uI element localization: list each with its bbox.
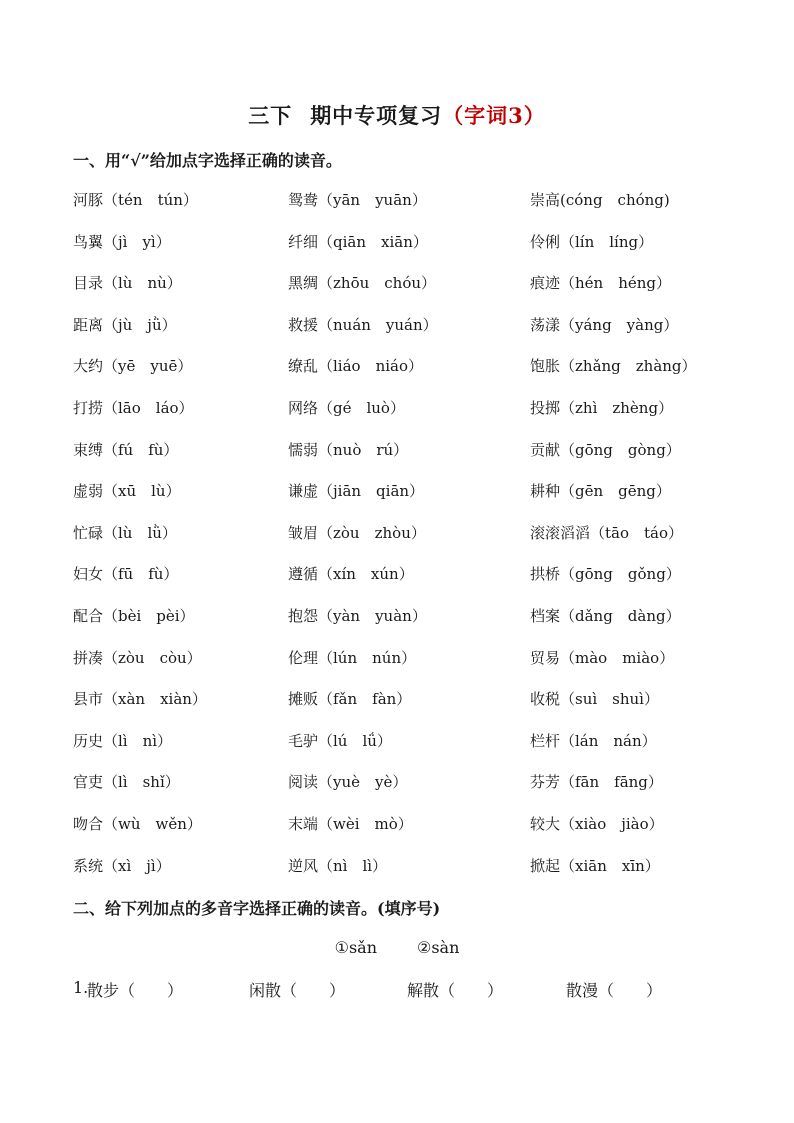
pinyin-item[interactable]: 配合（bèi pèi） (73, 606, 195, 625)
pinyin-item[interactable]: 鸳鸯（yān yuān） (288, 191, 427, 209)
pinyin-item[interactable]: 痕迹（hén héng） (530, 274, 671, 293)
title-sub: （字词3） (442, 103, 546, 128)
pinyin-item[interactable]: 束缚（fú fù） (73, 440, 179, 459)
pinyin-item[interactable]: 末端（wèi mò） (288, 814, 413, 833)
blank-item[interactable]: 散漫（ ） (566, 981, 663, 1000)
pinyin-item[interactable]: 官吏（lì shǐ） (73, 773, 180, 792)
question-number: 1. (73, 978, 89, 997)
pinyin-item[interactable]: 妇女（fū fù） (73, 565, 179, 584)
pinyin-row (73, 812, 733, 854)
pinyin-item[interactable]: 遵循（xín xún） (288, 565, 414, 584)
pinyin-row (73, 729, 733, 771)
pinyin-item[interactable]: 纤细（qiān xiān） (288, 232, 428, 251)
pinyin-row (73, 230, 733, 272)
pinyin-item[interactable]: 河豚（tén tún） (73, 191, 198, 209)
pinyin-row (73, 313, 733, 355)
pinyin-item[interactable]: 县市（xàn xiàn） (73, 690, 207, 709)
page-title (0, 100, 794, 130)
pinyin-row (73, 354, 733, 396)
pinyin-item[interactable]: 耕种（gēn gēng） (530, 482, 671, 501)
pinyin-item[interactable]: 收税（suì shuì） (530, 690, 659, 709)
pinyin-item[interactable]: 荡漾（yáng yàng） (530, 315, 679, 334)
pinyin-row (73, 479, 733, 521)
pinyin-choice-grid (73, 188, 733, 895)
pinyin-row (73, 854, 733, 896)
pinyin-item[interactable]: 系统（xì jì） (73, 856, 171, 875)
pinyin-item[interactable]: 阅读（yuè yè） (288, 773, 408, 792)
blank-item[interactable]: 闲散（ ） (249, 981, 346, 1000)
title-main: 三下 (248, 103, 293, 128)
section1-heading: 一、用“√”给加点字选择正确的读音。 (73, 151, 342, 170)
pinyin-row (73, 271, 733, 313)
pinyin-item[interactable]: 网络（gé luò） (288, 398, 405, 417)
pinyin-item[interactable]: 救援（nuán yuán） (288, 315, 438, 334)
pinyin-item[interactable]: 皱眉（zòu zhòu） (288, 523, 426, 542)
pinyin-item[interactable]: 黑绸（zhōu chóu） (288, 274, 437, 293)
section2-heading: 二、给下列加点的多音字选择正确的读音。(填序号) (73, 899, 441, 918)
pinyin-item[interactable]: 芬芳（fān fāng） (530, 773, 663, 792)
pinyin-item[interactable]: 毛驴（lú lǘ） (288, 731, 392, 750)
pinyin-row (73, 188, 733, 230)
pinyin-row (73, 646, 733, 688)
pinyin-item[interactable]: 鸟翼（jì yì） (73, 232, 171, 251)
pinyin-item[interactable]: 摊贩（fǎn fàn） (288, 690, 412, 709)
pinyin-item[interactable]: 抱怨（yàn yuàn） (288, 606, 427, 625)
pinyin-row (73, 604, 733, 646)
blank-item[interactable]: 解散（ ） (407, 981, 504, 1000)
pinyin-item[interactable]: 目录（lù nù） (73, 274, 182, 293)
pinyin-item[interactable]: 档案（dǎng dàng） (530, 606, 681, 625)
pinyin-item[interactable]: 懦弱（nuò rú） (288, 440, 409, 459)
pinyin-item[interactable]: 吻合（wù wěn） (73, 814, 202, 833)
pinyin-row (73, 562, 733, 604)
pinyin-item[interactable]: 距离（jù jǜ） (73, 315, 177, 334)
pinyin-item[interactable]: 饱胀（zhǎng zhàng） (530, 357, 697, 376)
pinyin-item[interactable]: 忙碌（lù lǜ） (73, 523, 177, 542)
pinyin-item[interactable]: 滚滚滔滔（tāo táo） (530, 523, 684, 542)
option-1: ①sǎn (334, 938, 377, 957)
pinyin-item[interactable]: 伦理（lún nún） (288, 648, 417, 667)
pinyin-item[interactable]: 虚弱（xū lù） (73, 482, 181, 501)
pinyin-item[interactable]: 打捞（lāo láo） (73, 398, 194, 417)
pinyin-item[interactable]: 贡献（gōng gòng） (530, 440, 681, 459)
pinyin-row (73, 396, 733, 438)
pinyin-item[interactable]: 谦虚（jiān qiān） (288, 482, 425, 501)
pinyin-item[interactable]: 较大（xiào jiào） (530, 814, 664, 833)
pronunciation-options (0, 938, 794, 957)
blank-item[interactable]: 散步（ ） (87, 981, 184, 1000)
title-topic: 期中专项复习 (310, 103, 443, 128)
pinyin-item[interactable]: 大约（yē yuē） (73, 357, 193, 376)
pinyin-item[interactable]: 历史（lì nì） (73, 731, 173, 750)
pinyin-item[interactable]: 投掷（zhì zhèng） (530, 398, 674, 417)
pinyin-item[interactable]: 缭乱（liáo niáo） (288, 357, 424, 376)
pinyin-item[interactable]: 逆风（nì lì） (288, 856, 388, 875)
pinyin-item[interactable]: 拼凑（zòu còu） (73, 648, 202, 667)
pinyin-row (73, 687, 733, 729)
pinyin-item[interactable]: 伶俐（lín líng） (530, 232, 654, 251)
pinyin-row (73, 521, 733, 563)
pinyin-row (73, 770, 733, 812)
pinyin-item[interactable]: 拱桥（gōng gǒng） (530, 565, 681, 584)
pinyin-item[interactable]: 贸易（mào miào） (530, 648, 675, 667)
pinyin-item[interactable]: 掀起（xiān xīn） (530, 856, 660, 875)
pinyin-row (73, 438, 733, 480)
pinyin-item[interactable]: 栏杆（lán nán） (530, 731, 657, 750)
pinyin-item[interactable]: 崇高(cóng chóng) (530, 191, 670, 209)
option-2: ②sàn (417, 938, 460, 957)
